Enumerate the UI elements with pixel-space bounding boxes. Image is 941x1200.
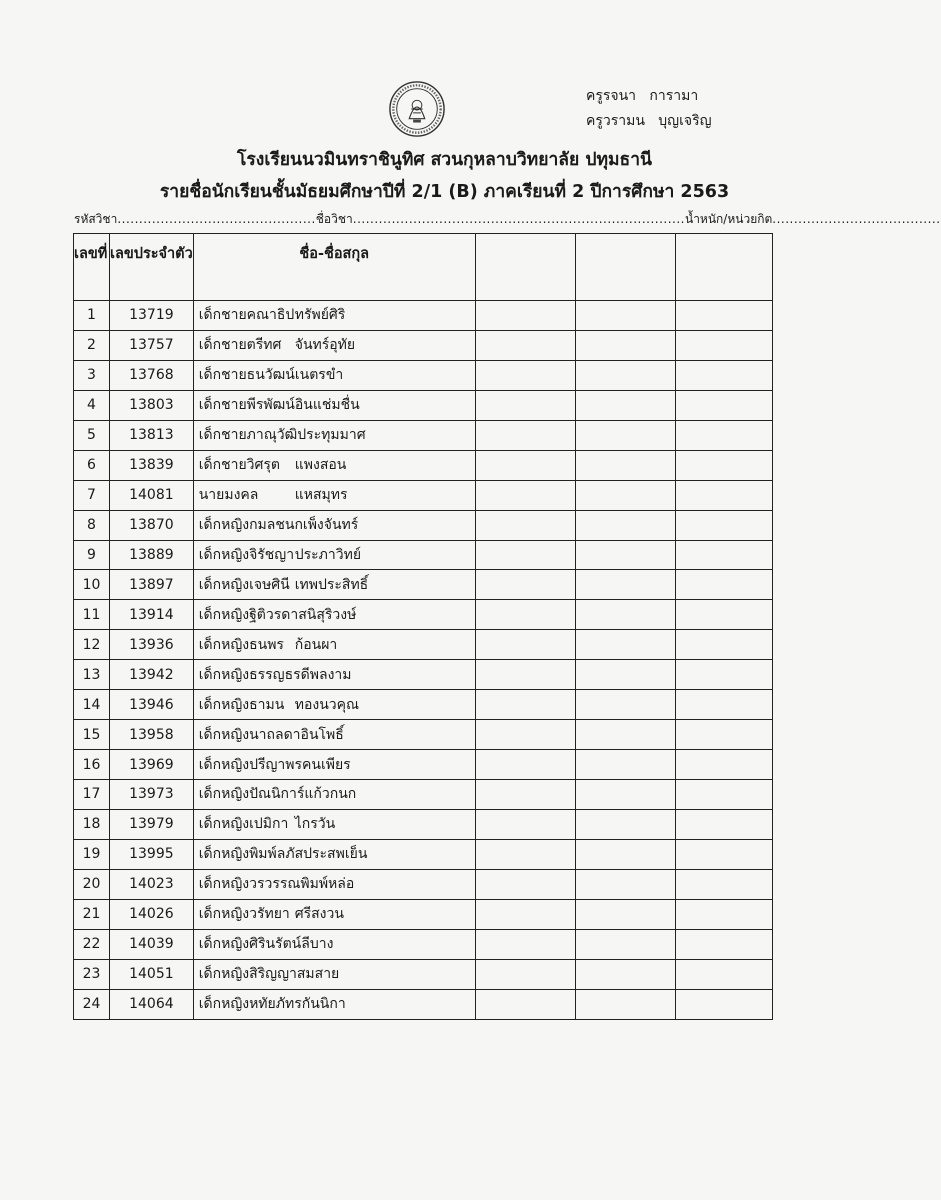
blank-cell (575, 780, 675, 810)
student-last-name: แก้วกนก (304, 786, 357, 803)
blank-cell (575, 959, 675, 989)
student-id: 13803 (110, 390, 194, 420)
blank-cell (675, 420, 772, 450)
blank-cell (675, 809, 772, 839)
blank-cell (475, 420, 575, 450)
teacher-list (586, 84, 712, 134)
student-first-name: เด็กหญิงธรรญธร (198, 666, 301, 683)
blank-cell (475, 450, 575, 480)
school-seal-icon (388, 80, 446, 138)
blank-cell (575, 301, 675, 331)
student-first-name: เด็กหญิงหทัยภัทร (198, 996, 302, 1013)
header-blank-1 (475, 234, 575, 301)
student-name (193, 929, 475, 959)
blank-cell (575, 390, 675, 420)
student-id: 13995 (110, 839, 194, 869)
row-number: 6 (74, 450, 110, 480)
blank-cell (675, 360, 772, 390)
row-number: 22 (74, 929, 110, 959)
blank-cell (675, 899, 772, 929)
row-number: 20 (74, 869, 110, 899)
header-index: เลขที่ (74, 234, 110, 301)
blank-cell (675, 600, 772, 630)
blank-cell (675, 869, 772, 899)
student-first-name: เด็กหญิงนาถลดา (198, 726, 301, 743)
row-number: 17 (74, 780, 110, 810)
student-id: 13768 (110, 360, 194, 390)
student-name (193, 839, 475, 869)
student-first-name: เด็กหญิงธามน (198, 696, 285, 713)
blank-cell (575, 630, 675, 660)
student-name (193, 450, 475, 480)
blank-cell (675, 630, 772, 660)
blank-cell (475, 989, 575, 1019)
student-last-name: เพ็งจันทร์ (302, 517, 359, 534)
table-row (74, 690, 773, 720)
student-first-name: เด็กหญิงสิริญญา (198, 966, 297, 983)
table-row (74, 360, 773, 390)
student-name (193, 989, 475, 1019)
blank-cell (675, 390, 772, 420)
blank-cell (675, 750, 772, 780)
table-row (74, 660, 773, 690)
table-row (74, 720, 773, 750)
blank-cell (475, 809, 575, 839)
student-name (193, 959, 475, 989)
teacher-2-first-name: ครูวรามน (586, 113, 645, 129)
student-first-name: เด็กชายพีรพัฒน์ (198, 397, 295, 414)
blank-cell (575, 690, 675, 720)
student-first-name: เด็กหญิงปรีญาพร (198, 756, 303, 773)
blank-cell (575, 660, 675, 690)
student-last-name: ศรีสงวน (294, 906, 344, 923)
student-first-name: เด็กหญิงปัณนิการ์ (198, 786, 305, 803)
blank-cell (475, 959, 575, 989)
table-row (74, 899, 773, 929)
teacher-2 (586, 109, 712, 134)
list-title: รายชื่อนักเรียนชั้นมัธยมศึกษาปีที่ 2/1 (B) ภาคเรียนที่ 2 ปีการศึกษา 2563 (159, 182, 730, 202)
row-number: 19 (74, 839, 110, 869)
student-id: 13914 (110, 600, 194, 630)
blank-cell (475, 869, 575, 899)
blank-cell (475, 750, 575, 780)
student-first-name: นายมงคล (198, 487, 259, 504)
blank-cell (475, 929, 575, 959)
row-number: 21 (74, 899, 110, 929)
student-table (73, 233, 773, 1020)
student-last-name: ทรัพย์ศิริ (294, 307, 346, 324)
student-last-name: ประสพเย็น (303, 846, 368, 863)
blank-cell (675, 839, 772, 869)
student-name (193, 540, 475, 570)
student-first-name: เด็กชายคณาธิป (198, 307, 295, 324)
table-row (74, 959, 773, 989)
blank-cell (675, 330, 772, 360)
blank-cell (475, 480, 575, 510)
student-last-name: ทองนวคุณ (294, 696, 359, 713)
student-name (193, 390, 475, 420)
student-id: 13839 (110, 450, 194, 480)
header-student-id: เลขประจำตัว (110, 234, 194, 301)
blank-cell (675, 540, 772, 570)
student-first-name: เด็กชายภาณุวัฒิ (198, 427, 298, 444)
table-row (74, 480, 773, 510)
student-id: 13813 (110, 420, 194, 450)
blank-cell (675, 570, 772, 600)
row-number: 8 (74, 510, 110, 540)
blank-cell (575, 720, 675, 750)
school-title: โรงเรียนนวมินทราชินูทิศ สวนกุหลาบวิทยาลัย ปทุมธานี (237, 150, 652, 170)
row-number: 14 (74, 690, 110, 720)
blank-cell (675, 450, 772, 480)
subject-name-label: ชื่อวิชา (315, 212, 353, 226)
student-id: 13979 (110, 809, 194, 839)
row-number: 5 (74, 420, 110, 450)
table-row (74, 600, 773, 630)
student-id: 14039 (110, 929, 194, 959)
blank-cell (475, 630, 575, 660)
student-id: 14023 (110, 869, 194, 899)
row-number: 3 (74, 360, 110, 390)
blank-cell (575, 570, 675, 600)
teacher-1-first-name: ครูรจนา (586, 88, 637, 104)
row-number: 9 (74, 540, 110, 570)
student-last-name: จันทร์อุทัย (294, 337, 356, 354)
table-row (74, 420, 773, 450)
student-first-name: เด็กหญิงธนพร (198, 636, 284, 653)
student-last-name: ก้อนผา (294, 636, 338, 653)
student-id: 13897 (110, 570, 194, 600)
student-last-name: ประภาวิทย์ (294, 546, 362, 563)
table-row (74, 989, 773, 1019)
blank-cell (675, 720, 772, 750)
student-last-name: ไกรวัน (294, 816, 336, 833)
row-number: 12 (74, 630, 110, 660)
student-id: 13946 (110, 690, 194, 720)
student-id: 14026 (110, 899, 194, 929)
blank-cell (475, 390, 575, 420)
student-first-name: เด็กชายวิศรุต (198, 457, 281, 474)
student-last-name: คนเพียร (302, 756, 351, 773)
student-id: 13889 (110, 540, 194, 570)
blank-cell (675, 660, 772, 690)
blank-cell (475, 360, 575, 390)
teacher-1 (586, 84, 712, 109)
student-first-name: เด็กหญิงฐิติวรดา (198, 606, 299, 623)
student-id: 14064 (110, 989, 194, 1019)
blank-cell (575, 480, 675, 510)
blank-cell (475, 600, 575, 630)
blank-cell (475, 780, 575, 810)
student-id: 14051 (110, 959, 194, 989)
student-last-name: เนตรขำ (294, 367, 344, 384)
student-last-name: เทพประสิทธิ์ (294, 576, 369, 593)
blank-cell (475, 330, 575, 360)
blank-cell (575, 600, 675, 630)
teacher-2-last-name: บุญเจริญ (658, 113, 712, 129)
blank-cell (675, 989, 772, 1019)
student-first-name: เด็กหญิงศิรินรัตน์ (198, 936, 302, 953)
table-header-row (74, 234, 773, 301)
table-row (74, 929, 773, 959)
table-row (74, 390, 773, 420)
student-name (193, 480, 475, 510)
row-number: 1 (74, 301, 110, 331)
student-last-name: แพงสอน (294, 457, 347, 474)
table-row (74, 330, 773, 360)
row-number: 13 (74, 660, 110, 690)
blank-cell (475, 899, 575, 929)
subject-code-label: รหัสวิชา (74, 212, 118, 226)
blank-cell (575, 899, 675, 929)
blank-cell (475, 540, 575, 570)
student-last-name: พิมพ์หล่อ (300, 876, 355, 893)
student-id: 13870 (110, 510, 194, 540)
student-id: 13757 (110, 330, 194, 360)
student-name (193, 809, 475, 839)
student-name (193, 330, 475, 360)
table-row (74, 630, 773, 660)
blank-cell (475, 570, 575, 600)
student-first-name: เด็กหญิงพิมพ์ลภัส (198, 846, 304, 863)
blank-cell (575, 869, 675, 899)
row-number: 16 (74, 750, 110, 780)
blank-cell (675, 510, 772, 540)
student-last-name: สมสาย (296, 966, 340, 983)
blank-cell (575, 750, 675, 780)
student-first-name: เด็กหญิงกมลชนก (198, 517, 303, 534)
student-first-name: เด็กชายตรีทศ (198, 337, 282, 354)
row-number: 7 (74, 480, 110, 510)
subject-fields (74, 210, 941, 229)
row-number: 10 (74, 570, 110, 600)
subject-name-blank: ............................................................................. (352, 212, 685, 226)
student-id: 13973 (110, 780, 194, 810)
header-blank-3 (675, 234, 772, 301)
student-last-name: กันนิกา (301, 996, 346, 1013)
table-row (74, 540, 773, 570)
blank-cell (675, 780, 772, 810)
blank-cell (575, 929, 675, 959)
student-name (193, 690, 475, 720)
row-number: 11 (74, 600, 110, 630)
blank-cell (475, 690, 575, 720)
blank-cell (575, 330, 675, 360)
student-name (193, 780, 475, 810)
blank-cell (575, 540, 675, 570)
blank-cell (675, 929, 772, 959)
student-first-name: เด็กหญิงเจษศินี (198, 576, 290, 593)
student-name (193, 720, 475, 750)
student-first-name: เด็กชายธนวัฒน์ (198, 367, 295, 384)
blank-cell (575, 809, 675, 839)
blank-cell (675, 959, 772, 989)
student-last-name: ประทุมมาศ (297, 427, 366, 444)
blank-cell (575, 510, 675, 540)
subject-code-blank: .............................................. (117, 212, 316, 226)
table-row (74, 780, 773, 810)
student-last-name: ลีบาง (301, 936, 334, 953)
blank-cell (575, 450, 675, 480)
student-id: 13942 (110, 660, 194, 690)
table-row (74, 510, 773, 540)
blank-cell (575, 360, 675, 390)
blank-cell (575, 420, 675, 450)
blank-cell (675, 690, 772, 720)
student-id: 13969 (110, 750, 194, 780)
student-last-name: แหสมุทร (294, 487, 348, 504)
row-number: 24 (74, 989, 110, 1019)
blank-cell (475, 301, 575, 331)
header-name: ชื่อ-ชื่อสกุล (193, 234, 475, 301)
table-row (74, 450, 773, 480)
row-number: 15 (74, 720, 110, 750)
student-name (193, 360, 475, 390)
blank-cell (475, 720, 575, 750)
table-row (74, 869, 773, 899)
row-number: 18 (74, 809, 110, 839)
student-first-name: เด็กหญิงเปมิกา (198, 816, 289, 833)
blank-cell (475, 839, 575, 869)
blank-cell (475, 660, 575, 690)
student-first-name: เด็กหญิงวรวรรณ (198, 876, 301, 893)
blank-cell (475, 510, 575, 540)
student-name (193, 600, 475, 630)
credit-label: น้ำหนัก/หน่วยกิต (684, 212, 773, 226)
student-name (193, 660, 475, 690)
student-last-name: อินแช่มชื่น (294, 397, 360, 414)
student-name (193, 301, 475, 331)
credit-blank: ....................................... (772, 212, 941, 226)
row-number: 4 (74, 390, 110, 420)
student-id: 13958 (110, 720, 194, 750)
student-first-name: เด็กหญิงจิรัชญา (198, 546, 295, 563)
table-row (74, 301, 773, 331)
student-id: 13936 (110, 630, 194, 660)
blank-cell (575, 989, 675, 1019)
student-name (193, 570, 475, 600)
student-name (193, 420, 475, 450)
student-id: 14081 (110, 480, 194, 510)
teacher-1-last-name: การามา (649, 88, 699, 104)
student-last-name: ดีพลงาม (300, 666, 352, 683)
row-number: 2 (74, 330, 110, 360)
table-row (74, 750, 773, 780)
student-last-name: อินโพธิ์ (300, 726, 344, 743)
blank-cell (675, 301, 772, 331)
student-name (193, 630, 475, 660)
student-name (193, 899, 475, 929)
student-name (193, 510, 475, 540)
student-name (193, 869, 475, 899)
blank-cell (575, 839, 675, 869)
student-name (193, 750, 475, 780)
student-last-name: สนิสุริวงษ์ (298, 606, 357, 623)
table-row (74, 570, 773, 600)
student-first-name: เด็กหญิงวรัทยา (198, 906, 290, 923)
student-id: 13719 (110, 301, 194, 331)
row-number: 23 (74, 959, 110, 989)
blank-cell (675, 480, 772, 510)
table-row (74, 809, 773, 839)
header-blank-2 (575, 234, 675, 301)
table-row (74, 839, 773, 869)
